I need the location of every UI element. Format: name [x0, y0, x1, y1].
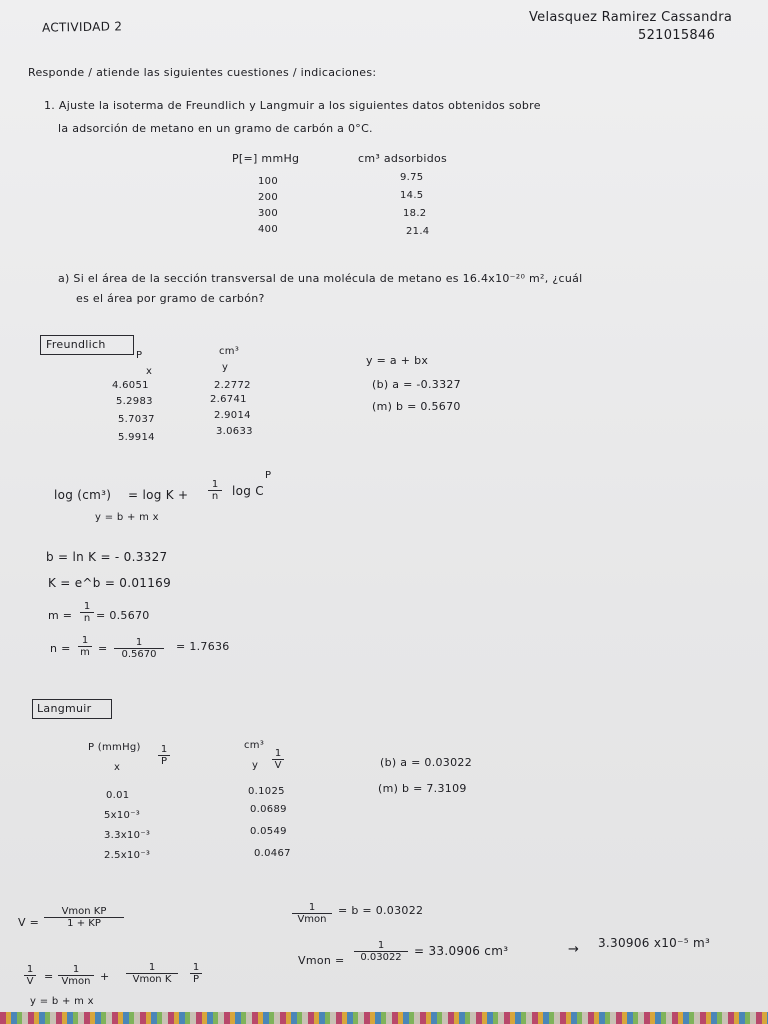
fabric-edge [0, 1012, 768, 1024]
log-eq-fraction: $\frac{1}{n}$ [208, 479, 222, 502]
question-a-line-2: es el área por gramo de carbón? [76, 292, 265, 305]
inv-p-fraction: $\frac{1}{P}$ [190, 962, 202, 985]
list-item: 0.0467 [254, 848, 291, 859]
vmon-label: Vmon = [298, 954, 345, 967]
inv-vmon-fraction: 1 Vmon [58, 964, 94, 987]
list-item: 0.0689 [250, 804, 287, 815]
n-label: n = [50, 642, 71, 655]
freundlich-label: Freundlich [46, 338, 106, 351]
freundlich-head-cm: cm³ [219, 346, 240, 357]
list-item: 5x10⁻³ [104, 810, 141, 821]
list-item: 2.5x10⁻³ [104, 850, 151, 861]
eq-equals: = [44, 970, 54, 983]
table-cell: 400 [258, 224, 278, 235]
langmuir-head-p: P (mmHg) [88, 742, 141, 753]
langmuir-head-cm: cm³ [244, 740, 265, 751]
m-fraction: $\frac{1}{n}$ [80, 601, 94, 624]
log-eq-left: log (cm³) [54, 488, 112, 502]
table-cell: 21.4 [406, 226, 430, 237]
author-name: Velasquez Ramirez Cassandra [529, 10, 733, 25]
inv-v-fraction: $\frac{1}{V}$ [24, 964, 36, 987]
n-equals: = [98, 642, 108, 655]
langmuir-head-y: y [252, 760, 259, 771]
table-header-pressure: P[=] mmHg [232, 152, 300, 165]
langmuir-variables: y = b + m x [30, 996, 94, 1007]
freundlich-fit-a: (b) a = -0.3327 [372, 378, 461, 391]
table-cell: 14.5 [400, 190, 424, 201]
problem-line-1: 1. Ajuste la isoterma de Freundlich y Langmuir a los siguientes datos obtenidos sobre [44, 99, 541, 112]
freundlich-fit-equation: y = a + bx [366, 354, 429, 367]
page-title: ACTIVIDAD 2 [41, 19, 123, 35]
instructions: Responde / atiende las siguientes cuestiones / indicaciones: [28, 66, 377, 79]
list-item: 2.2772 [214, 380, 251, 391]
table-cell: 18.2 [403, 208, 427, 219]
table-cell: 100 [258, 176, 278, 187]
table-cell: 9.75 [400, 172, 424, 183]
vmon-value: = 33.0906 cm³ [414, 944, 509, 958]
langmuir-head-x: x [114, 762, 121, 773]
table-header-volume: cm³ adsorbidos [358, 152, 448, 165]
list-item: 5.2983 [116, 396, 153, 407]
list-item: 0.0549 [250, 826, 287, 837]
problem-line-2: la adsorción de metano en un gramo de carbón a 0°C. [58, 122, 373, 135]
b-value: = b = 0.03022 [338, 904, 424, 917]
list-item: 5.9914 [118, 432, 155, 443]
langmuir-head-inv-p: $\frac{1}{P}$ [158, 744, 170, 767]
vmon-m3: 3.30906 x10⁻⁵ m³ [598, 936, 711, 950]
list-item: 3.0633 [216, 426, 253, 437]
log-eq-variables: y = b + m x [95, 512, 159, 523]
m-value: = 0.5670 [96, 609, 150, 622]
n-fraction-1: $\frac{1}{m}$ [78, 635, 92, 658]
table-cell: 200 [258, 192, 278, 203]
freundlich-head-y: y [222, 362, 229, 373]
list-item: 2.9014 [214, 410, 251, 421]
arrow-icon: → [568, 942, 580, 957]
log-eq-right: log C [232, 484, 264, 498]
freundlich-fit-b: (m) b = 0.5670 [372, 400, 461, 413]
n-value: = 1.7636 [176, 640, 230, 653]
m-label: m = [48, 609, 73, 622]
b-fraction: 1 Vmon [292, 902, 332, 925]
question-a-line-1: a) Si el área de la sección transversal de una molécula de metano es 16.4x10⁻²⁰ m², ¿cuál [58, 272, 583, 285]
langmuir-fit-a: (b) a = 0.03022 [380, 756, 473, 769]
freundlich-b-line: b = ln K = - 0.3327 [46, 550, 168, 564]
freundlich-head-p: P [136, 350, 143, 361]
list-item: 0.1025 [248, 786, 285, 797]
student-id: 521015846 [638, 28, 716, 43]
n-fraction-2: $\frac{1}{0.5670}$ [114, 637, 164, 660]
langmuir-fit-b: (m) b = 7.3109 [378, 782, 467, 795]
vmon-fraction: $\frac{1}{0.03022}$ [354, 940, 408, 963]
freundlich-head-x: x [146, 366, 153, 377]
inv-vmonk-fraction: 1 Vmon K [126, 962, 178, 985]
log-eq-mid: = log K + [128, 488, 189, 502]
list-item: 5.7037 [118, 414, 155, 425]
eq-plus: + [100, 970, 110, 983]
v-label: V = [18, 916, 40, 929]
table-cell: 300 [258, 208, 278, 219]
log-eq-p: P [265, 470, 272, 481]
v-fraction: Vmon KP 1 + KP [44, 906, 124, 929]
freundlich-k-line: K = e^b = 0.01169 [48, 576, 172, 590]
langmuir-label: Langmuir [37, 702, 92, 715]
list-item: 2.6741 [210, 394, 247, 405]
langmuir-head-inv-v: $\frac{1}{V}$ [272, 748, 284, 771]
list-item: 4.6051 [112, 380, 149, 391]
list-item: 0.01 [106, 790, 130, 801]
list-item: 3.3x10⁻³ [104, 830, 151, 841]
